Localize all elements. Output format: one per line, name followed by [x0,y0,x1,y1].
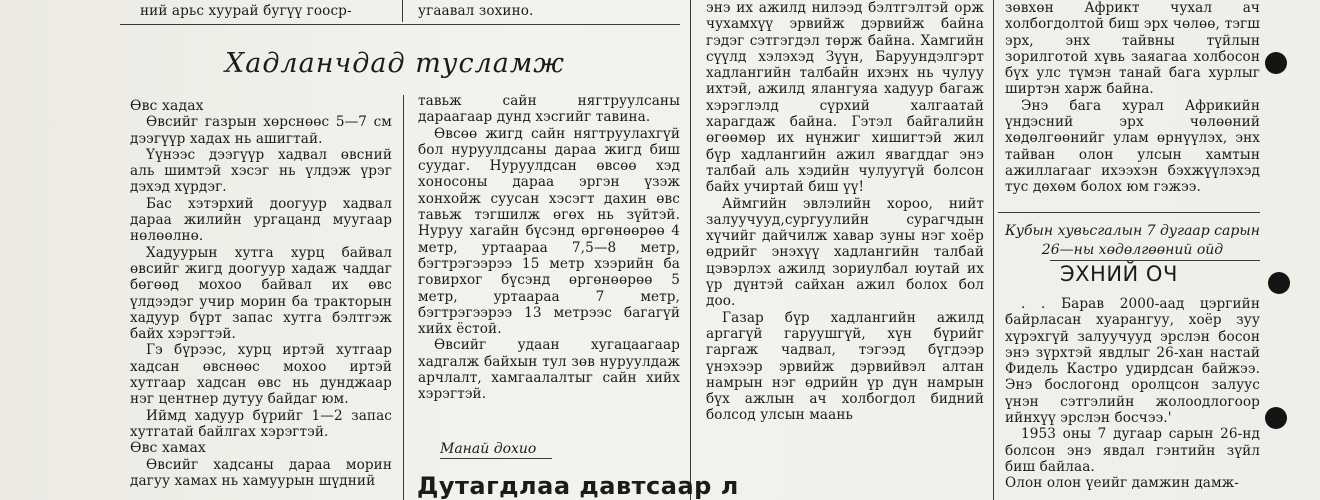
hadlanchdad-mid-column [418,93,680,423]
paragraph: Гэ бүрээс, хурц иртэй хутгаар хадсан өвснөөс мохоо иртэй хутгаар хадсан өвс нь дунджаар нэг центнер дутуу байдаг юм. [130,342,392,408]
paragraph: Өвсөө жигд сайн нягтруулахгүй бол нуруулдсаны дараа жигд биш суудаг. Нуруулдсан өвсөө хэд хоносоны дараа эргэн үзэж хонхойж суусан хэсэгт дахин өвс тавьж тэгшилж өгөх нь зүйтэй. Нуруу хагайн бүсэнд өргөнөөрөө 4 метр, уртаараа 7,5—8 метр, бэгтрэгээрээ 15 метр хээрийн ба говирхог бүсэнд өргөнөөрөө 5 метр, уртаараа 7 метр, бэгтрэгээрээ 13 метрээс багагүй хийх ёстой. [418,125,680,338]
top-mid-fragment: угаавал зохино. [418,3,534,19]
section-subheading: Өвс хамах [130,440,206,457]
kuba-top-rule [998,212,1260,213]
top-left-fragment: ний арьс хуурай бугүү гоoср- [140,3,352,19]
article-column-3 [706,0,984,500]
section-subheading: Өвс хадах [130,98,204,114]
paragraph-continuation: зөвхөн Африкт чухал ач холбогдолтой биш эрх чөлөө, тэгш эрх, энх тайвны түйлын зорилготой хүвь заяагаа холбосон бүх улс түмэн танай бага хурлыг ширтэн харж байна. [1005,0,1260,98]
column-rule-3 [690,0,691,500]
paragraph: Газар бүр хадлангийн ажилд аргагүй гаруушгүй, хүн бүрийг гаргаж чадвал, тэгээд бүгдээр үнэхээр эрвийж дэрвийвэл алтан намрын нэг өдрийн үр дүн намрын бүх ажлын ач холбогдол бидний болсод улсын маань [706,309,984,424]
paragraph: 1953 оны 7 дугаар сарын 26-нд болсон энэ явдал гэнтийн зүйл биш байлаа. [1005,426,1260,475]
paragraph: . . Барав 2000-аад цэргийн байрласан хуарангуу, хоёр зуу хүрэхгүй залуучууд эрслэн босон энэ зүрхтэй явдлыг 26-хан настай Фидель Кастро удирдсан байжээ. Энэ бослогонд оролцсон залуус үнэн сэтгэлийн жолоодлогоор ийнхүү эрслэн босчээ.' [1005,296,1260,427]
paragraph-continuation: тавьж сайн нягтруулсаны дараагаар дунд хэсгийг тавина. [418,93,680,126]
dutagdlaa-headline: Дутагдлаа давтсаар л [417,472,739,500]
paragraph: Бас хэтэрхий доогуур хадвал дараа жилийн ургацанд муугаар нөлөөлнө. [130,195,392,245]
binder-hole-middle [1268,272,1290,294]
paragraph: Өвсийг удаан хугацаагаар хадгалж байхын тул зөв нуруулдаж арчлалт, хамгаалалтыг сайн хийх хэрэгтэй. [418,337,680,403]
article-column-4-top [1005,0,1260,205]
column-rule-2 [403,95,404,500]
paragraph: Үүнээс дээгүүр хадвал өвсний аль шимтэй хэсэг нь үлдэж үрэг дэхэд хүрдэг. [130,146,392,196]
paragraph: Өвсийг хадсаны дараа морин дагуу хамах нь хамуурын шүдний [130,456,392,489]
manai-dohio-label: Манай дохио [440,441,537,457]
manai-underline [440,458,552,459]
paragraph: Хадуурын хутга хурц байвал өвсийг жигд доогуур хадаж чаддаг бөгөөд мохоо байвал их өвс үлдээдэг учир морин ба тракторын хадуур бүрт запас хутга бэлтгэж байх хэрэгтэй. [130,244,392,343]
kuba-bottom-rule [1050,260,1260,261]
paragraph: Иймд хадуур бүрийг 1—2 запас хутгатай байлгах хэрэгтэй. [130,407,392,440]
kuba-anniversary-heading: Кубын хувьсгалын 7 дугаар сарын 26—ны хөдөлгөөний ойд [1005,223,1260,258]
ehnii-och-headline: ЭХНИЙ ОЧ [1060,262,1178,286]
paragraph: Өвсийг газрын хөрснөөс 5—7 см дээгүүр хадах нь ашигтай. [130,114,392,147]
paragraph: Энэ бага хурал Африкийн үндэсний эрх чөлөөний хөдөлгөөнийг улам өрнүүлэх, энх тайван олон улсын хамтын ажиллагааг ихээхэн бэхжүүлэхэд тус дөхөм болох юм гэжээ. [1005,97,1260,196]
hadlanchdad-left-column [130,98,392,500]
binder-hole-bottom [1265,407,1287,429]
paragraph-continuation: Олон олон үеийг дамжин дамж- [1005,475,1239,492]
article-column-4-bottom [1005,296,1260,500]
column-rule-4 [993,0,994,500]
hadlanchdad-headline: Хадланчдад тусламж [225,48,565,79]
top-section-rule [120,24,680,25]
binder-hole-top [1265,52,1287,74]
paragraph: Аймгийн эвлэлийн хороо, нийт залуучууд,сургуулийн сурагчдын хүчийг дайчилж хавар зуны нэг хоёр өдрийг энэхүү хадлангийн талбай цэвэрлэх ажилд зориулбал юутай их үр дүнтэй сайхан ажил болох бол доо. [706,195,984,310]
paragraph-continuation: энэ их ажилд нилээд бэлтгэлтэй орж чухамхүү эрвийж дэрвийж байна гэдэг сэтгэгдэл төрж байна. Хамгийн сүүлд хэлэхэд Зүүн, Баруундэлгэрт хадлангийн талбайн ихэнх нь чулуу ихтэй, ажилд ялангуяа хадуур багаж хэрэглэлд сүрхий халгаатай харагдаж байна. Гэтэл байгалийн өгөөмөр их нүнжиг хишигтэй жил бүр хадлангийн ажил явагддаг энэ талбай аль хэдийн чулуугүй болсон байх учиртай биш үү! [706,0,984,196]
column-rule-1 [402,0,403,22]
